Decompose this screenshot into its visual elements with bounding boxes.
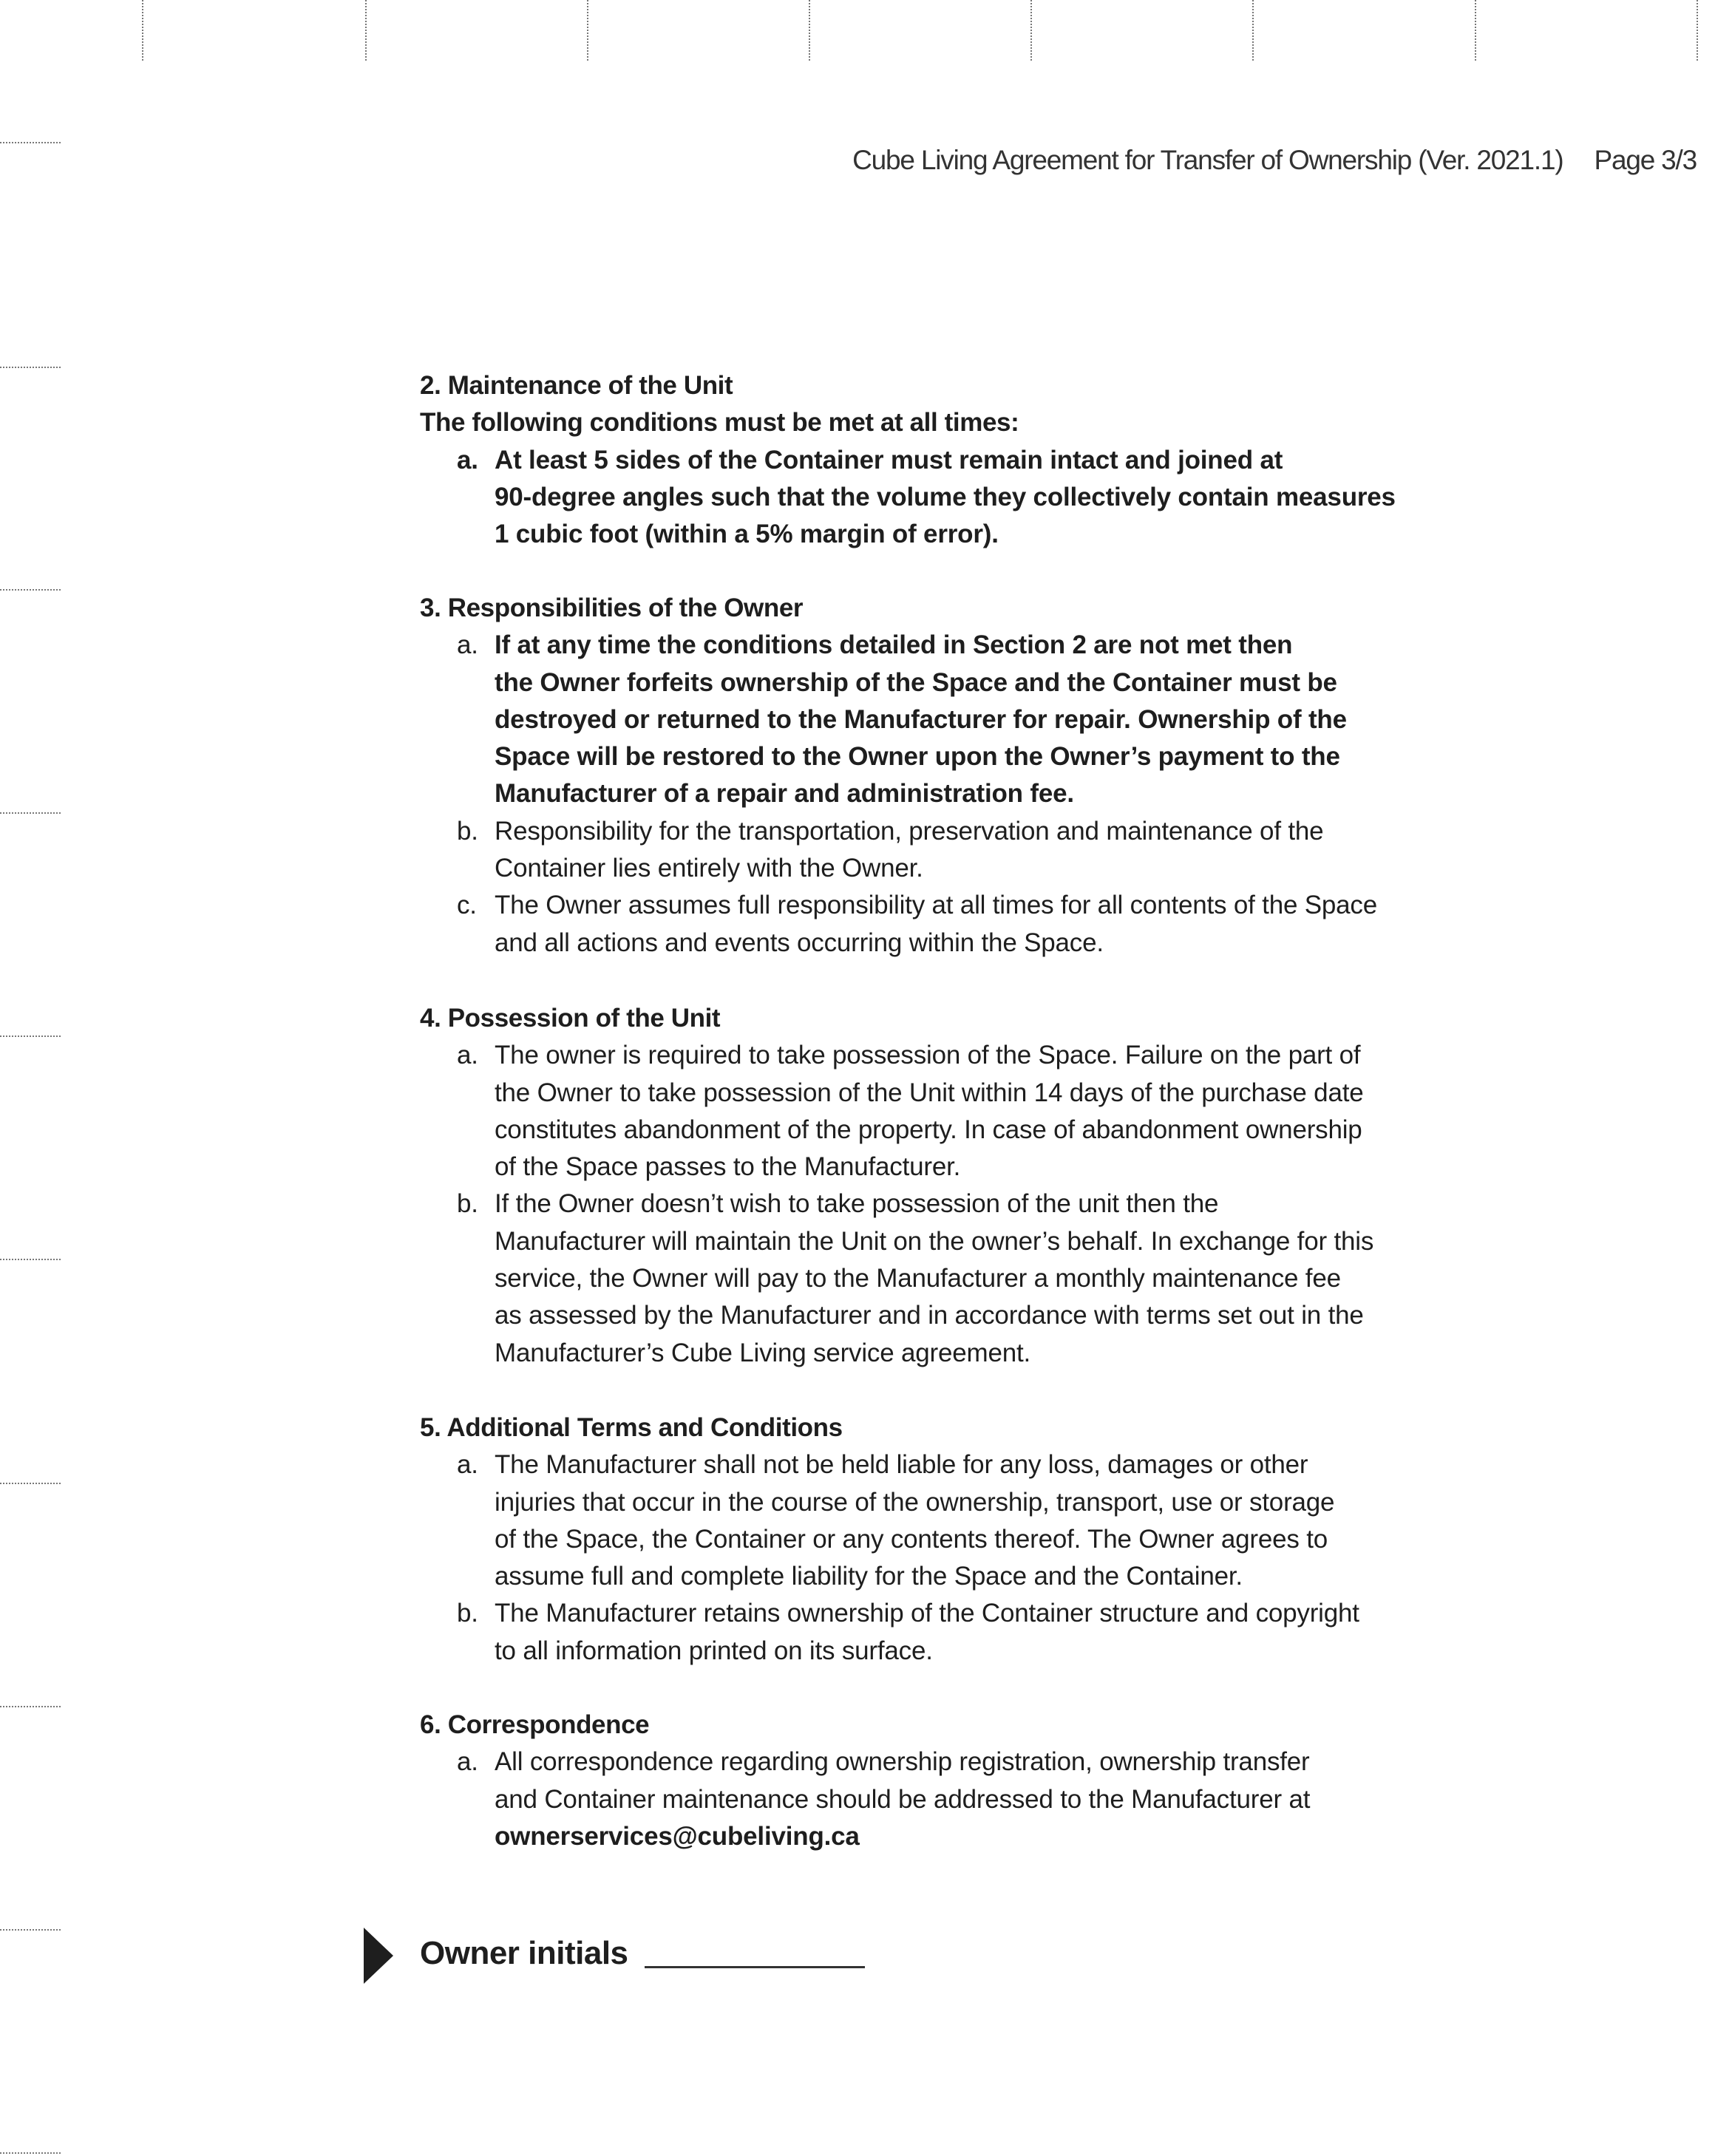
item-letter: a.: [457, 630, 478, 660]
item-text: At least 5 sides of the Container must remain intact and joined at 90-degree angles such that the volume they collectively contain measures 1 cubic foot (within a 5% margin of error).: [495, 445, 1396, 549]
item-letter: a.: [457, 1450, 478, 1480]
crop-mark: [0, 1483, 61, 1484]
section-heading: 3. Responsibilities of the Owner: [420, 594, 804, 622]
section-heading: 5. Additional Terms and Conditions: [420, 1413, 843, 1442]
crop-mark: [0, 1036, 61, 1037]
crop-mark: [0, 2152, 61, 2154]
item-text: The Manufacturer shall not be held liable for any loss, damages or other injuries that occur in the course of the ownership, transport, use or storage of the Space, the Container or any contents thereof. The Owner agrees to assume full and complete liability for the Space and the Container.: [495, 1450, 1335, 1591]
crop-mark: [0, 142, 61, 143]
owner-initials: [420, 1935, 865, 1972]
item-text: If at any time the conditions detailed in Section 2 are not met then the Owner forfeits ownership of the Space and the Container must be destroyed or returned to the Manufacturer for repair. Ownership of the Space will be restored to the Owner upon the Owner’s payment to the Manufacturer of a repair and administration fee.: [495, 630, 1347, 809]
list-item: [420, 813, 1377, 888]
section-responsibilities: [420, 590, 1377, 962]
item-letter: c.: [457, 891, 477, 920]
list-item: [420, 1186, 1373, 1371]
item-letter: b.: [457, 1189, 478, 1219]
section-intro: The following conditions must be met at all times:: [420, 408, 1019, 438]
list-item: [420, 887, 1377, 962]
list-item: [420, 1446, 1359, 1595]
item-letter: b.: [457, 816, 478, 846]
crop-mark: [0, 812, 61, 814]
section-heading: 2. Maintenance of the Unit: [420, 371, 733, 400]
item-text: The owner is required to take possession of the Space. Failure on the part of the Owner to take possession of the Unit within 14 days of the purchase date constitutes abandonment of the property. In case of abandonment ownership of the Space passes to the Manufacturer.: [495, 1041, 1364, 1182]
section-heading: 4. Possession of the Unit: [420, 1004, 721, 1033]
crop-mark: [1030, 0, 1032, 61]
crop-mark: [1252, 0, 1254, 61]
item-letter: a.: [457, 1747, 478, 1777]
owner-initials-field[interactable]: [645, 1966, 865, 1968]
crop-mark: [0, 589, 61, 591]
section-additional-terms: [420, 1409, 1359, 1670]
item-text: All correspondence regarding ownership registration, ownership transfer and Container maintenance should be addressed to the Manufacturer at: [495, 1747, 1311, 1814]
page-number: Page 3/3: [1594, 145, 1697, 175]
item-text: The Manufacturer retains ownership of the Container structure and copyright to all information printed on its surface.: [495, 1599, 1359, 1665]
email-link[interactable]: ownerservices@cubeliving.ca: [495, 1821, 860, 1851]
crop-mark: [0, 1929, 61, 1931]
crop-mark: [0, 1259, 61, 1260]
item-text: Responsibility for the transportation, preservation and maintenance of the Container lies entirely with the Owner.: [495, 816, 1324, 883]
section-possession: [420, 1000, 1373, 1372]
list-item: [420, 627, 1377, 812]
crop-mark: [365, 0, 367, 61]
crop-mark: [1697, 0, 1698, 61]
arrow-marker-icon: [364, 1928, 393, 1984]
item-text: The Owner assumes full responsibility at all times for all contents of the Space and all actions and events occurring within the Space.: [495, 891, 1377, 957]
crop-mark: [587, 0, 588, 61]
section-maintenance: [420, 367, 1396, 553]
list-item: [420, 1595, 1359, 1670]
crop-mark: [809, 0, 810, 61]
item-letter: a.: [457, 445, 478, 475]
page-header: [852, 145, 1697, 176]
item-text: If the Owner doesn’t wish to take possession of the unit then the Manufacturer will maintain the Unit on the owner’s behalf. In exchange for this service, the Owner will pay to the Manufacturer a monthly maintenance fee as assessed by the Manufacturer and in accordance with terms set out in the Manufacturer’s Cube Living service agreement.: [495, 1189, 1374, 1367]
section-heading: 6. Correspondence: [420, 1710, 650, 1739]
list-item: [420, 1744, 1310, 1855]
section-correspondence: [420, 1707, 1310, 1855]
owner-initials-label: Owner initials: [420, 1935, 628, 1971]
list-item: [420, 1037, 1373, 1186]
document-title: Cube Living Agreement for Transfer of Ownership (Ver. 2021.1): [852, 145, 1563, 175]
item-letter: b.: [457, 1599, 478, 1628]
item-letter: a.: [457, 1041, 478, 1070]
crop-mark: [1475, 0, 1476, 61]
list-item: [420, 442, 1396, 554]
crop-mark: [0, 367, 61, 368]
crop-mark: [0, 1706, 61, 1707]
crop-mark: [142, 0, 143, 61]
